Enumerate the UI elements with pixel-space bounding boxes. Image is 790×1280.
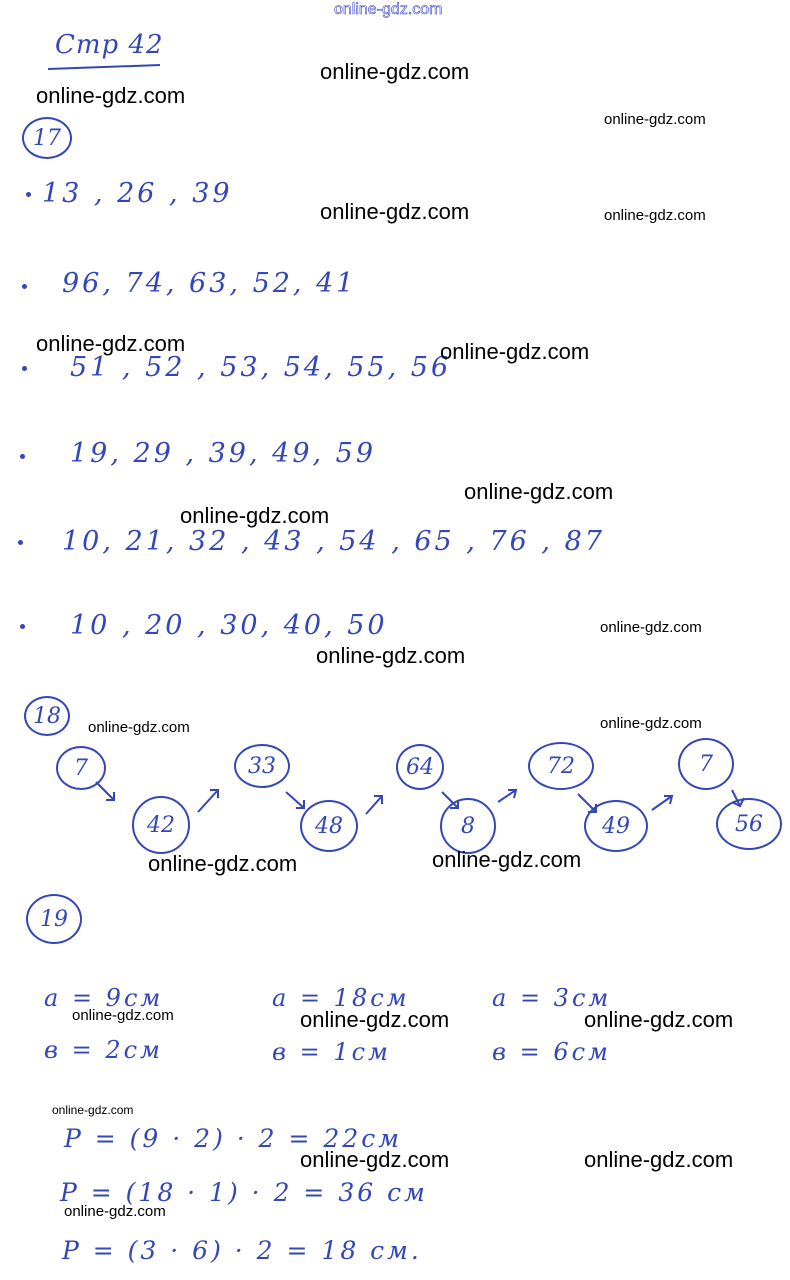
task-17-row-5: 10, 21, 32 , 43 , 54 , 65 , 76 , 87	[62, 526, 605, 557]
watermark: online-gdz.com	[604, 111, 706, 128]
task-17-row-6: 10 , 20 , 30, 40, 50	[70, 610, 388, 641]
task-17-row-1: 13 , 26 , 39	[42, 178, 233, 209]
watermark: online-gdz.com	[320, 59, 470, 84]
watermark: online-gdz.com	[600, 715, 702, 732]
watermark: online-gdz.com	[584, 1147, 734, 1172]
chain-circle-5: 64	[396, 744, 444, 790]
watermark: online-gdz.com	[36, 331, 186, 356]
task-19-a1: а = 9см	[44, 984, 164, 1012]
watermark: online-gdz.com	[300, 1147, 450, 1172]
task-19-a3: а = 3см	[492, 984, 612, 1012]
watermark: online-gdz.com	[72, 1007, 174, 1024]
task-19-number: 19	[26, 894, 82, 944]
perimeter-3: P = (3 · 6) · 2 = 18 см.	[62, 1236, 422, 1265]
watermark: online-gdz.com	[320, 199, 470, 224]
task-19-b2: в = 1см	[272, 1038, 391, 1066]
chain-circle-8: 49	[584, 800, 648, 852]
task-17-row-4: 19, 29 , 39, 49, 59	[70, 438, 377, 469]
watermark: online-gdz.com	[600, 619, 702, 636]
site-link[interactable]: online-gdz.com	[334, 1, 443, 18]
task-17-number: 17	[22, 117, 72, 159]
perimeter-1: P = (9 · 2) · 2 = 22см	[64, 1124, 402, 1153]
task-19-a2: а = 18см	[272, 984, 410, 1012]
chain-circle-9: 7	[678, 738, 734, 790]
task-17-row-3: 51 , 52 , 53, 54, 55, 56	[70, 352, 452, 383]
watermark: online-gdz.com	[584, 1007, 734, 1032]
watermark: online-gdz.com	[604, 207, 706, 224]
watermark: online-gdz.com	[316, 643, 466, 668]
chain-circle-2: 42	[132, 796, 190, 854]
chain-circle-4: 48	[300, 800, 358, 852]
task-19-b3: в = 6см	[492, 1038, 611, 1066]
watermark: online-gdz.com	[148, 851, 298, 876]
watermark: online-gdz.com	[52, 1103, 134, 1117]
chain-circle-10: 56	[716, 798, 782, 850]
perimeter-2: P = (18 · 1) · 2 = 36 см	[60, 1178, 428, 1207]
watermark: online-gdz.com	[36, 83, 186, 108]
watermark: online-gdz.com	[432, 847, 582, 872]
chain-circle-6: 8	[440, 798, 496, 854]
watermark: online-gdz.com	[180, 503, 330, 528]
chain-circle-1: 7	[56, 746, 106, 790]
task-19-b1: в = 2см	[44, 1036, 163, 1064]
watermark: online-gdz.com	[88, 719, 190, 736]
chain-circle-3: 33	[234, 744, 290, 788]
task-18-number: 18	[24, 696, 70, 736]
task-17-row-2: 96, 74, 63, 52, 41	[62, 268, 357, 299]
watermark: online-gdz.com	[440, 339, 590, 364]
watermark: online-gdz.com	[64, 1203, 166, 1220]
watermark: online-gdz.com	[464, 479, 614, 504]
page-label: Стр 42	[55, 30, 164, 60]
chain-circle-7: 72	[528, 742, 594, 790]
watermark: online-gdz.com	[300, 1007, 450, 1032]
